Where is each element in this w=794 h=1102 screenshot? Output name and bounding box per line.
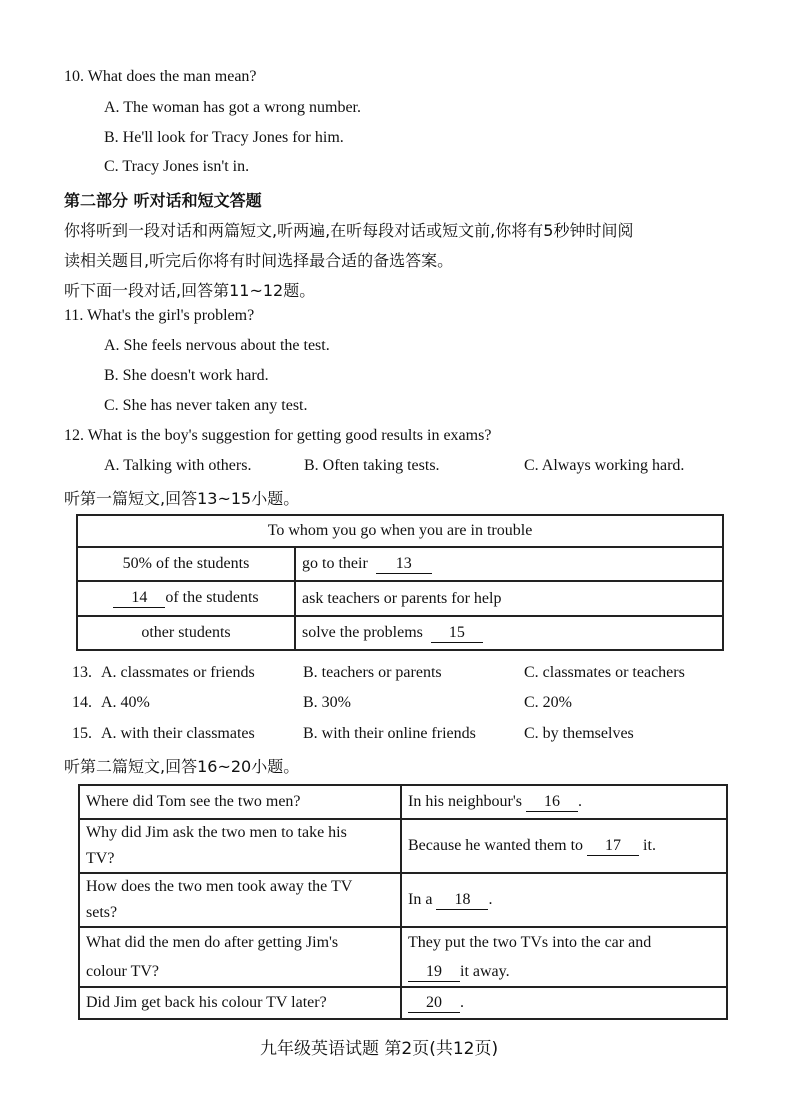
table1-r2-left (77, 581, 295, 616)
table2-r3-q-line1: How does the two men took away the TV (86, 878, 353, 895)
q14-option-b: B. 30% (303, 694, 351, 711)
page-footer: 九年级英语试题 第2页(共12页) (260, 1039, 499, 1059)
table-row (79, 873, 727, 927)
blank-16[interactable]: 16 (526, 793, 578, 812)
table-row (77, 547, 723, 581)
q10-option-b: B. He'll look for Tracy Jones for him. (104, 129, 344, 146)
q14-option-a: A. 40% (101, 694, 150, 711)
q11-stem: 11. What's the girl's problem? (64, 307, 255, 324)
table1-r1-right (295, 547, 723, 581)
blank-15[interactable]: 15 (431, 624, 483, 643)
table-row (79, 785, 727, 819)
table-row (79, 987, 727, 1019)
table-row (79, 927, 727, 987)
q13-option-a: A. classmates or friends (101, 664, 255, 681)
table2-r4-text: it away. (460, 963, 510, 980)
part2-instruction-line2: 读相关题目,听完后你将有时间选择最合适的备选答案。 (64, 251, 454, 270)
table-row (77, 581, 723, 616)
table1-r1-left: 50% of the students (77, 547, 295, 581)
table1-r3-right (295, 616, 723, 650)
part2-instruction-line1: 你将听到一段对话和两篇短文,听两遍,在听每段对话或短文前,你将有5秒钟时间阅 (64, 221, 634, 240)
q14-number: 14. (72, 694, 92, 711)
table2-r2-q-line1: Why did Jim ask the two men to take his (86, 824, 347, 841)
table2-r3-text: In a (408, 890, 433, 908)
table2-r5-period: . (460, 993, 464, 1011)
q15-option-c: C. by themselves (524, 725, 634, 742)
dialog-instruction: 听下面一段对话,回答第11~12题。 (64, 281, 316, 300)
blank-13[interactable]: 13 (376, 555, 432, 574)
q12-option-b: B. Often taking tests. (304, 457, 440, 474)
q11-option-c: C. She has never taken any test. (104, 397, 308, 414)
q12-stem: 12. What is the boy's suggestion for getting good results in exams? (64, 427, 492, 444)
blank-17[interactable]: 17 (587, 837, 639, 856)
table2-r4-a-line1: They put the two TVs into the car and (408, 934, 652, 951)
passage2-instruction: 听第二篇短文,回答16~20小题。 (64, 757, 300, 776)
table2-r5-question: Did Jim get back his colour TV later? (79, 987, 401, 1019)
table1-header: To whom you go when you are in trouble (77, 515, 723, 547)
table2-r4-q-line1: What did the men do after getting Jim's (86, 934, 339, 951)
table2-r1-question: Where did Tom see the two men? (79, 785, 401, 819)
table1-r2-text: of the students (165, 589, 259, 606)
blank-18[interactable]: 18 (436, 891, 488, 910)
table2-r2-post: it. (643, 836, 656, 854)
table2-r5-answer (401, 987, 727, 1019)
q11-option-b: B. She doesn't work hard. (104, 367, 269, 384)
table-16-20 (78, 784, 728, 1020)
table2-r2-answer (401, 819, 727, 873)
table2-r4-a-line2 (408, 957, 720, 986)
table-row (77, 616, 723, 650)
q13-option-b: B. teachers or parents (303, 664, 442, 681)
q15-option-b: B. with their online friends (303, 725, 476, 742)
table2-r2-question (79, 819, 401, 873)
table1-r2-right: ask teachers or parents for help (295, 581, 723, 616)
table1-r3-text: solve the problems (302, 623, 423, 641)
table-row (79, 819, 727, 873)
q15-number: 15. (72, 725, 92, 742)
q12-option-c: C. Always working hard. (524, 457, 685, 474)
table2-r1-text: In his neighbour's (408, 792, 522, 810)
q11-option-a: A. She feels nervous about the test. (104, 337, 330, 354)
table2-r2-text: Because he wanted them to (408, 836, 584, 854)
q12-option-a: A. Talking with others. (104, 457, 252, 474)
blank-14[interactable]: 14 (113, 589, 165, 608)
q13-number: 13. (72, 664, 92, 681)
q13-option-c: C. classmates or teachers (524, 664, 685, 681)
table2-r4-answer (401, 927, 727, 987)
q14-option-c: C. 20% (524, 694, 572, 711)
table1-r3-left: other students (77, 616, 295, 650)
q15-option-a: A. with their classmates (101, 725, 255, 742)
table2-r3-question (79, 873, 401, 927)
blank-19[interactable]: 19 (408, 963, 460, 982)
passage1-instruction: 听第一篇短文,回答13~15小题。 (64, 489, 300, 508)
part2-title: 第二部分 听对话和短文答题 (64, 191, 262, 210)
q10-option-c: C. Tracy Jones isn't in. (104, 158, 250, 175)
table2-r3-period: . (488, 890, 493, 908)
q10-option-a: A. The woman has got a wrong number. (104, 99, 361, 116)
table2-r4-question (79, 927, 401, 987)
table2-r1-period: . (577, 792, 582, 810)
table2-r4-q-line2: colour TV? (86, 963, 160, 980)
table2-r3-q-line2: sets? (86, 904, 118, 921)
table1-r1-text: go to their (302, 554, 368, 572)
table-13-15 (76, 514, 724, 651)
q10-stem: 10. What does the man mean? (64, 68, 257, 85)
table2-r2-q-line2: TV? (86, 850, 115, 867)
table2-r1-answer (401, 785, 727, 819)
table2-r3-answer (401, 873, 727, 927)
blank-20[interactable]: 20 (408, 994, 460, 1013)
